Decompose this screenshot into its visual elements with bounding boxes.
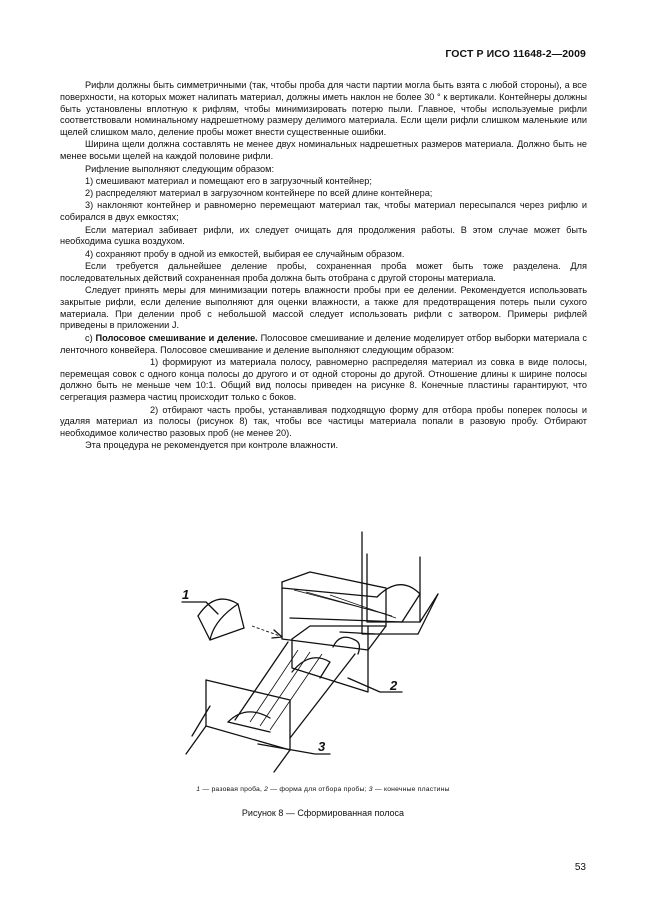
end-plate-right	[362, 532, 438, 634]
section-c-paragraph	[60, 333, 587, 357]
paragraph: Если материал забивает рифли, их следует очищать для продолжения работы. В этом случае может быть необходима сушка воздухом.	[60, 224, 587, 247]
legend-num: 1	[196, 786, 201, 793]
step-1: 1) формируют из материала полосу, равномерно распределяя материал из совка в виде полосы, перемещая совок с одного конца полосы до другого и от одной стороны до другой. Отношение длины к ширине полосы должно быть не меньше чем 10:1. Общий вид полосы приведен на рисунке 8. Конечные пластины гарантируют, что сегрегация размера частиц происходит только с боков.	[60, 356, 587, 403]
document-header: ГОСТ Р ИСО 11648-2—2009	[445, 48, 586, 60]
paragraph: 2) распределяют материал в загрузочном контейнере по всей длине контейнера;	[85, 188, 433, 199]
paragraph: Следует принять меры для минимизации потерь влажности пробы при ее делении. Рекомендуется использовать закрытые рифли, если деление выполняют для оценки влажности, а также для предотвращения потерь пыли сухого материала. При делении проб с небольшой массой следует использовать рифли с затвором. Примеры рифлей приведены в приложении J.	[60, 285, 587, 331]
strip-figure	[170, 522, 470, 778]
figure-legend	[0, 786, 646, 793]
section-c-title: Полосовое смешивание и деление.	[95, 332, 258, 343]
paragraph: 4) сохраняют пробу в одной из емкостей, выбирая ее случайным образом.	[85, 248, 405, 259]
paragraph: 3) наклоняют контейнер и равномерно перемещают материал так, чтобы материал пересыпался через рифлю и собирался в двух емкостях;	[60, 200, 587, 223]
closing-paragraph: Эта процедура не рекомендуется при контроле влажности.	[85, 440, 339, 451]
page-number: 53	[574, 862, 586, 873]
legend-num: 3	[368, 786, 373, 793]
paragraph: 1) смешивают материал и помещают его в загрузочный контейнер;	[85, 175, 372, 186]
strip-upper	[282, 588, 402, 622]
section-c-text: Полосовое смешивание и деление моделирует отбор выборки материала с ленточного конвейера. Полосовое смешивание и деление выполняют следующим образом:	[60, 332, 587, 355]
paragraph: Рифли должны быть симметричными (так, чтобы проба для части партии могла быть взята с любой стороны), а все поверхности, на которых может налипать материал, должны иметь наклон не более 30 ° к вертикали. Контейнеры должны быть установлены вплотную к рифлям, чтобы минимизировать потерю пыли. Главное, чтобы используемые рифли соответствовали номинальному надрешетному размеру делимого материала. Если щели рифли слишком маленькие или щелей слишком мало, деление пробы может внести существенные ошибки.	[60, 80, 587, 138]
legend-text: — форма для отбора пробы;	[268, 786, 369, 793]
strip-end-right	[377, 585, 420, 622]
legend-text: — разовая проба,	[200, 786, 265, 793]
figure-label-1: 1	[182, 587, 190, 602]
legend-num: 2	[264, 786, 269, 793]
section-c-prefix: с)	[85, 332, 93, 343]
paragraph: Ширина щели должна составлять не менее двух номинальных надрешетных размеров материала. Должно быть не менее восьми щелей на каждой половине рифли.	[60, 139, 587, 162]
figure-label-3: 3	[318, 739, 326, 754]
body-text	[60, 80, 587, 453]
increment-sample	[198, 599, 244, 640]
end-plate-left	[186, 680, 290, 772]
step-2: 2) отбирают часть пробы, устанавливая подходящую форму для отбора пробы поперек полосы и удаляя материал из полосы (рисунок 8) так, чтобы все частицы материала попали в разовую пробу. Отбирают необходимое количество разовых проб (не менее 20).	[60, 404, 587, 439]
paragraph: Если требуется дальнейшее деление пробы, сохраненная проба может быть тоже разделена. Для последовательных действий сохраненная проба должна быть отобрана с другой стороны материала.	[60, 260, 587, 283]
strip-lower	[235, 642, 355, 738]
legend-text: — конечные пластины	[372, 786, 450, 793]
figure-caption: Рисунок 8 — Сформированная полоса	[241, 808, 405, 818]
figure-label-2: 2	[390, 678, 398, 693]
paragraph: Рифление выполняют следующим образом:	[85, 163, 275, 174]
